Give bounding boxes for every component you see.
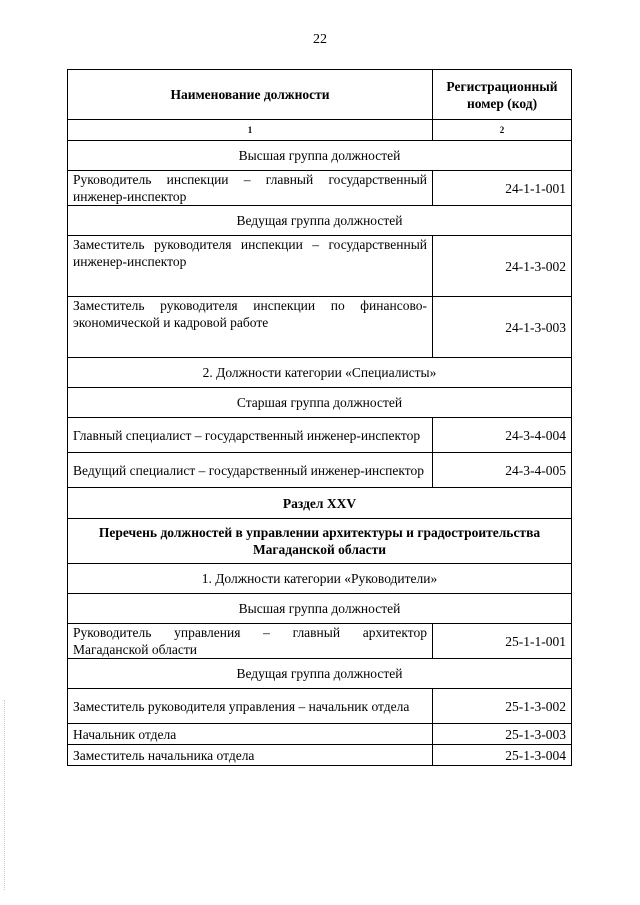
registration-code: 24-1-1-001: [433, 171, 572, 206]
header-position-name: Наименование должности: [68, 70, 433, 120]
table-row: [68, 206, 572, 236]
table-row: [68, 171, 572, 206]
header-registration-code: Регистрационный номер (код): [433, 70, 572, 120]
table-row: [68, 236, 572, 297]
column-number-2: 2: [433, 120, 572, 141]
group-heading: Старшая группа должностей: [68, 388, 572, 418]
margin-scan-mark: [4, 700, 6, 890]
table-row: [68, 724, 572, 745]
table-row: [68, 488, 572, 519]
table-row: [68, 519, 572, 564]
table-row: [68, 453, 572, 488]
column-number-1: 1: [68, 120, 433, 141]
section-title: Перечень должностей в управлении архитектуры и градостроительства Магаданской области: [68, 519, 572, 564]
position-name: Главный специалист – государственный инженер-инспектор: [68, 418, 433, 453]
table-header-row: [68, 70, 572, 120]
table-row: [68, 141, 572, 171]
column-number-row: [68, 120, 572, 141]
registration-code: 25-1-3-002: [433, 689, 572, 724]
position-name: Ведущий специалист – государственный инженер-инспектор: [68, 453, 433, 488]
table-row: [68, 388, 572, 418]
table-row: [68, 594, 572, 624]
position-name: Начальник отдела: [68, 724, 433, 745]
section-heading: Раздел XXV: [68, 488, 572, 519]
registration-code: 25-1-3-003: [433, 724, 572, 745]
group-heading: 1. Должности категории «Руководители»: [68, 564, 572, 594]
group-heading: Ведущая группа должностей: [68, 206, 572, 236]
page-number: 22: [313, 32, 327, 47]
table-row: [68, 418, 572, 453]
position-name: Руководитель инспекции – главный государственный инженер-инспектор: [68, 171, 433, 206]
registration-code: 24-3-4-004: [433, 418, 572, 453]
table-row: [68, 689, 572, 724]
position-name: Руководитель управления – главный архитектор Магаданской области: [68, 624, 433, 659]
registration-code: 25-1-3-004: [433, 745, 572, 766]
positions-table: [67, 69, 572, 766]
table-row: [68, 564, 572, 594]
group-heading: Высшая группа должностей: [68, 594, 572, 624]
table-row: [68, 624, 572, 659]
registration-code: 25-1-1-001: [433, 624, 572, 659]
table-body: [68, 141, 572, 766]
registration-code: 24-3-4-005: [433, 453, 572, 488]
position-name: Заместитель руководителя инспекции по финансово-экономической и кадровой работе: [68, 297, 433, 358]
position-name: Заместитель руководителя инспекции – государственный инженер-инспектор: [68, 236, 433, 297]
group-heading: 2. Должности категории «Специалисты»: [68, 358, 572, 388]
registration-code: 24-1-3-002: [433, 236, 572, 297]
registration-code: 24-1-3-003: [433, 297, 572, 358]
group-heading: Ведущая группа должностей: [68, 659, 572, 689]
position-name: Заместитель начальника отдела: [68, 745, 433, 766]
group-heading: Высшая группа должностей: [68, 141, 572, 171]
table-row: [68, 745, 572, 766]
table-row: [68, 297, 572, 358]
position-name: Заместитель руководителя управления – начальник отдела: [68, 689, 433, 724]
table-row: [68, 659, 572, 689]
table-row: [68, 358, 572, 388]
